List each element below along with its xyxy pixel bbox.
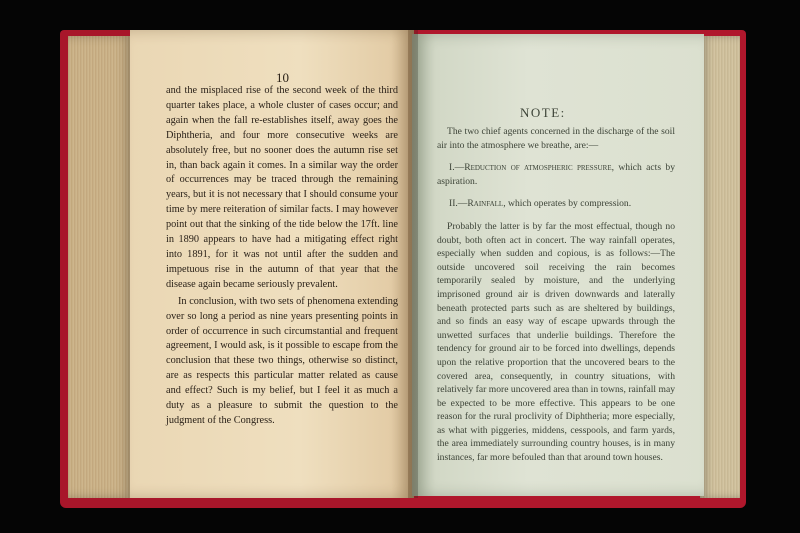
agent-item-2 — [437, 197, 675, 211]
agent-numeral: I.— — [449, 162, 465, 174]
page-edges-left — [68, 36, 132, 498]
page-edges-right — [700, 36, 740, 498]
note-body: Probably the latter is by far the most effectual, though no doubt, both often act in concert. The way rainfall operates, especially when sudden and copious, is as follows:—The outside uncovered soil receiving the rain becomes temporarily sealed by moisture, and the underlying imprisoned ground air is driven downwards and laterally beneath protected parts such as are sheltered by buildings, and so finds an easy way of escape upwards through the unwetted surfaces that underlie buildings. Therefore the tendency for ground air to be forced into dwellings, depends upon the relative proportion that the uncovered bears to the covered area, consequently, in country situations, with relatively far more uncovered area than in towns, rainfall may be expected to be more effective. This appears to be one reason for the rural proclivity of Diphtheria; more especially, as what with piggeries, middens, cesspools, and farm yards, the area immediately surrounding country houses, is in many instances, far more befouled than that around town houses. — [437, 220, 675, 464]
book-gutter — [408, 30, 418, 498]
page-number: 10 — [276, 70, 289, 85]
agent-name: Rainfall, — [467, 198, 506, 210]
note-title: NOTE: — [520, 105, 566, 120]
note-intro: The two chief agents concerned in the discharge of the soil air into the atmosphere we breathe, are:— — [437, 126, 675, 151]
agent-item-1 — [437, 161, 675, 188]
agent-numeral: II.— — [449, 198, 468, 210]
right-page-text — [437, 125, 675, 465]
agent-name: Reduction of atmospheric pressure, — [464, 162, 614, 174]
left-paragraph-1: and the misplaced rise of the second week of the third quarter takes place, a whole cluster of cases occur; and again when the fall re-establishes itself, away goes the Diphtheria, and four more consecutive weeks are absolutely free, but no sooner does the autumn rise set in, than back again it comes. In a similar way the order of occurrences may be traced through the remaining years, but it is not necessary that I should consume your time by mere reiteration of similar facts. I may however point out that the sinking of the tide below the 17ft. line in 1890 appears to have had a mitigating effect right into 1891, for it was not until after the sudden and impetuous rise in the autumn of that year that the disease again became seriously prevalent. — [166, 85, 398, 290]
left-page-text — [166, 84, 398, 429]
left-paragraph-2: In conclusion, with two sets of phenomena extending over so long a period as nine years presenting points in order of occurrence in such circumstantial and frequent agreement, I would ask, is it possible to escape from the conclusion that these two things, otherwise so distinct, are as respects this particular matter related as cause and effect? Such is my belief, but I feel it as much a duty as a pleasure to submit the question to the judgment of the Congress. — [166, 295, 398, 426]
agent-description: which acts by aspiration. — [437, 162, 675, 187]
agent-description: which operates by compression. — [505, 198, 632, 210]
